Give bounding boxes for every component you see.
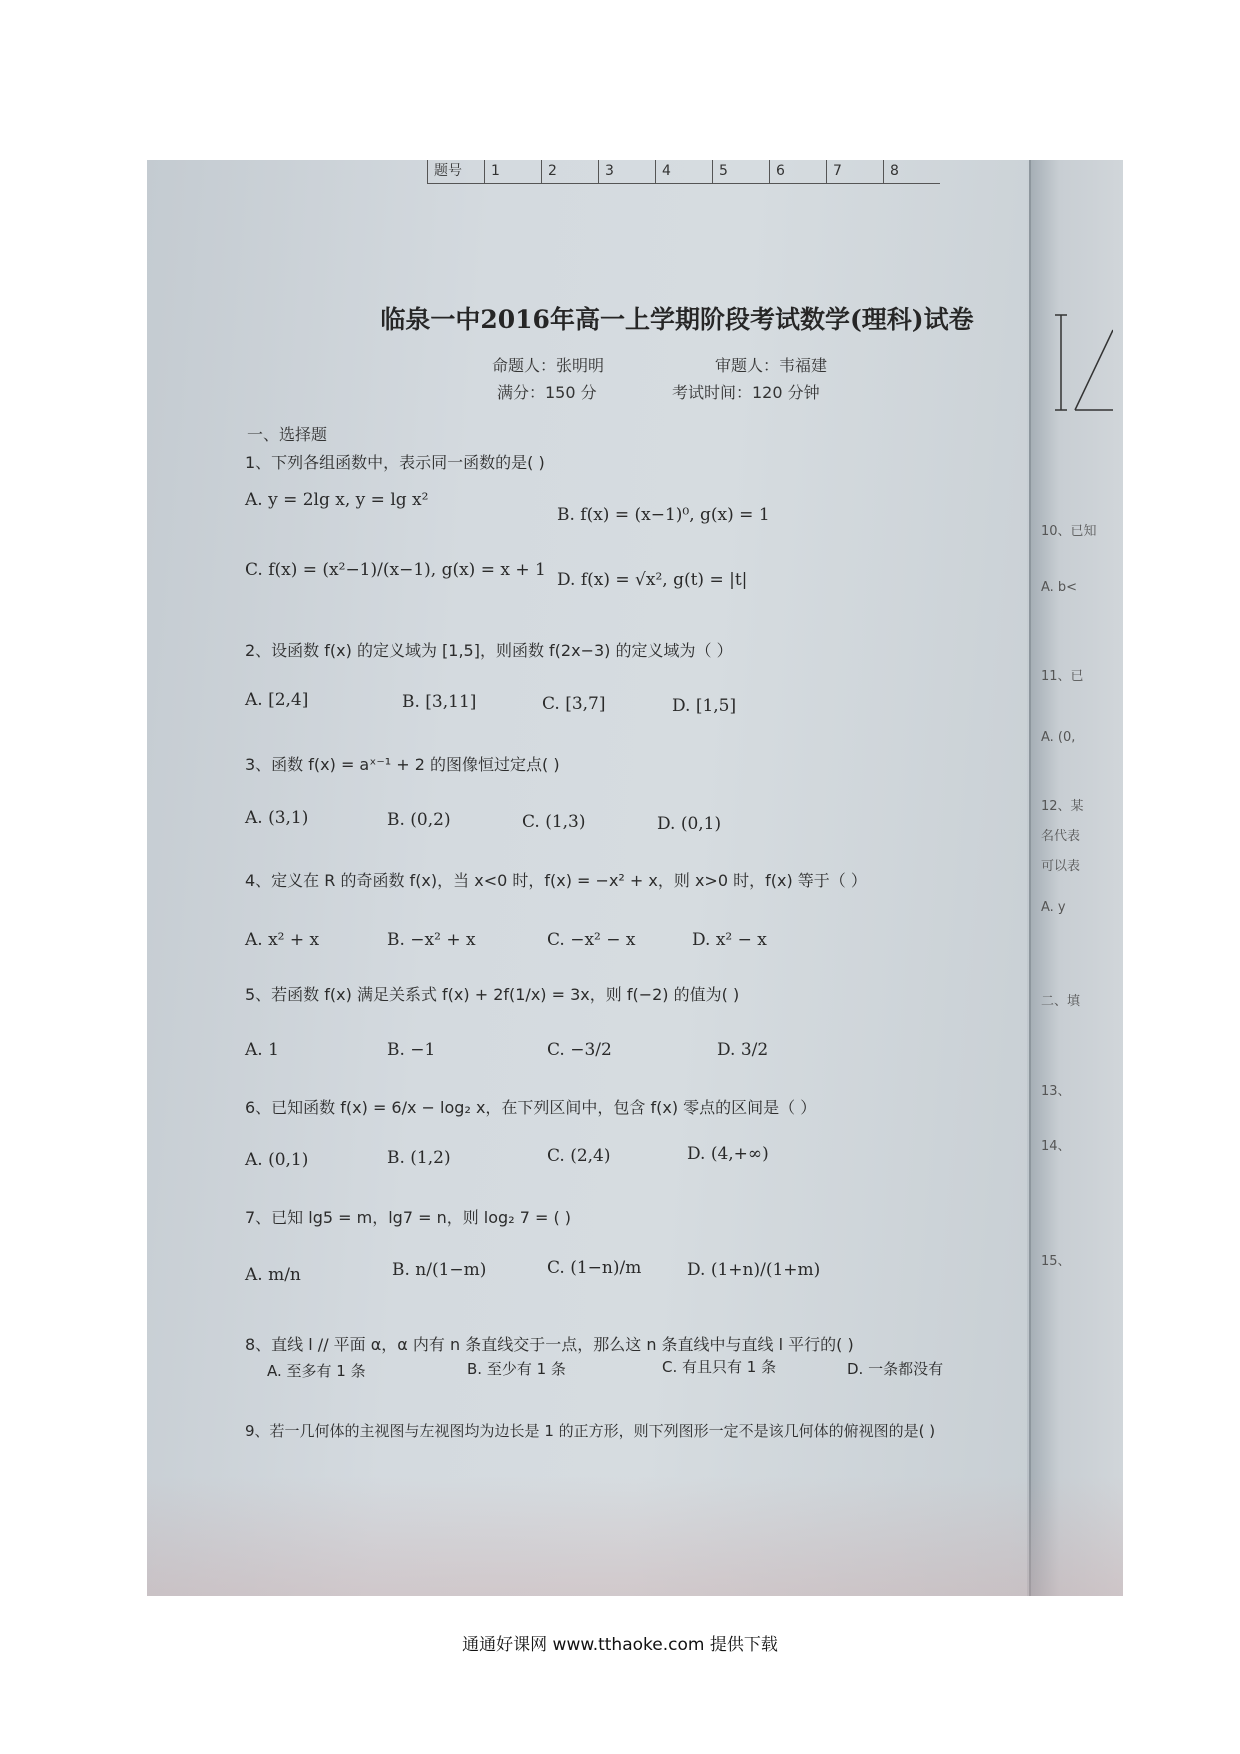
exam-photo (147, 160, 1123, 1596)
q5-option-a: A. 1 (245, 1040, 279, 1060)
question-9-stem: 9、若一几何体的主视图与左视图均为边长是 1 的正方形，则下列图形一定不是该几何体的俯视图的是( ) (245, 1422, 936, 1440)
exam-time-label: 考试时间：120 分钟 (672, 383, 820, 402)
q1-option-d: D. f(x) = √x², g(t) = |t| (557, 570, 748, 590)
side-option: A. b< (1041, 580, 1078, 595)
side-option: A. (0, (1041, 730, 1076, 745)
download-footer: 通通好课网 www.tthaoke.com 提供下载 (462, 1635, 778, 1655)
exam-title: 临泉一中2016年高一上学期阶段考试数学(理科)试卷 (380, 305, 974, 334)
score-cell: 1 (484, 160, 541, 184)
score-cell: 题号 (427, 160, 484, 184)
score-cell: 6 (769, 160, 826, 184)
q1-option-a: A. y = 2lg x, y = lg x² (245, 490, 429, 510)
side-question-10: 10、已知 (1041, 524, 1097, 539)
q8-option-a: A. 至多有 1 条 (267, 1362, 366, 1380)
side-option: A. y (1041, 900, 1066, 915)
full-score-label: 满分：150 分 (497, 383, 597, 402)
setter-label: 命题人：张明明 (492, 356, 605, 375)
q6-option-c: C. (2,4) (547, 1146, 611, 1166)
score-cell: 5 (712, 160, 769, 184)
q4-option-b: B. −x² + x (387, 930, 476, 950)
question-2-stem: 2、设函数 f(x) 的定义域为 [1,5]，则函数 f(2x−3) 的定义域为（ ） (245, 641, 733, 660)
side-text: 可以表 (1041, 859, 1081, 874)
q2-option-b: B. [3,11] (402, 692, 477, 712)
q5-option-b: B. −1 (387, 1040, 436, 1060)
adjacent-page (1029, 160, 1123, 1596)
q3-option-c: C. (1,3) (522, 812, 586, 832)
q4-option-a: A. x² + x (245, 930, 320, 950)
side-text: 名代表 (1041, 829, 1081, 844)
section-heading: 一、选择题 (247, 425, 328, 444)
side-section: 二、填 (1041, 994, 1081, 1009)
triangle-figure (1053, 310, 1113, 420)
q7-option-d: D. (1+n)/(1+m) (687, 1260, 821, 1280)
side-question-15: 15、 (1041, 1254, 1071, 1269)
q7-option-b: B. n/(1−m) (392, 1260, 487, 1280)
reviewer-label: 审题人：韦福建 (715, 356, 828, 375)
score-cell: 4 (655, 160, 712, 184)
question-4-stem: 4、定义在 R 的奇函数 f(x)，当 x<0 时，f(x) = −x² + x，则 x>0 时，f(x) 等于（ ） (245, 871, 867, 890)
side-question-11: 11、已 (1041, 669, 1084, 684)
q5-option-c: C. −3/2 (547, 1040, 612, 1060)
q3-option-a: A. (3,1) (245, 808, 309, 828)
side-question-14: 14、 (1041, 1139, 1071, 1154)
q3-option-d: D. (0,1) (657, 814, 722, 834)
q6-option-b: B. (1,2) (387, 1148, 451, 1168)
score-cell: 8 (883, 160, 940, 184)
score-cell: 7 (826, 160, 883, 184)
q1-option-c: C. f(x) = (x²−1)/(x−1), g(x) = x + 1 (245, 560, 546, 580)
side-question-13: 13、 (1041, 1084, 1071, 1099)
q4-option-d: D. x² − x (692, 930, 767, 950)
question-7-stem: 7、已知 lg5 = m，lg7 = n，则 log₂ 7 = ( ) (245, 1208, 572, 1227)
q5-option-d: D. 3/2 (717, 1040, 769, 1060)
q6-option-d: D. (4,+∞) (687, 1144, 769, 1164)
score-cell: 2 (541, 160, 598, 184)
q2-option-d: D. [1,5] (672, 696, 737, 716)
score-cell: 3 (598, 160, 655, 184)
q7-option-c: C. (1−n)/m (547, 1258, 642, 1278)
q8-option-c: C. 有且只有 1 条 (662, 1358, 777, 1376)
q1-option-b: B. f(x) = (x−1)⁰, g(x) = 1 (557, 505, 770, 525)
q2-option-c: C. [3,7] (542, 694, 606, 714)
q3-option-b: B. (0,2) (387, 810, 451, 830)
question-3-stem: 3、函数 f(x) = aˣ⁻¹ + 2 的图像恒过定点( ) (245, 755, 560, 774)
q7-option-a: A. m/n (245, 1265, 301, 1285)
score-table-row (427, 160, 940, 184)
q4-option-c: C. −x² − x (547, 930, 636, 950)
side-question-12: 12、某 (1041, 799, 1084, 814)
q8-option-b: B. 至少有 1 条 (467, 1360, 566, 1378)
q2-option-a: A. [2,4] (245, 690, 309, 710)
question-1-stem: 1、下列各组函数中，表示同一函数的是( ) (245, 453, 545, 472)
question-5-stem: 5、若函数 f(x) 满足关系式 f(x) + 2f(1/x) = 3x，则 f(−2) 的值为( ) (245, 985, 740, 1004)
q8-option-d: D. 一条都没有 (847, 1360, 944, 1378)
question-6-stem: 6、已知函数 f(x) = 6/x − log₂ x，在下列区间中，包含 f(x) 零点的区间是（ ） (245, 1098, 817, 1117)
question-8-stem: 8、直线 l // 平面 α，α 内有 n 条直线交于一点，那么这 n 条直线中与直线 l 平行的( ) (245, 1335, 854, 1354)
q6-option-a: A. (0,1) (245, 1150, 309, 1170)
exam-paper (147, 160, 1027, 1596)
photo-shadow (147, 1476, 1123, 1596)
